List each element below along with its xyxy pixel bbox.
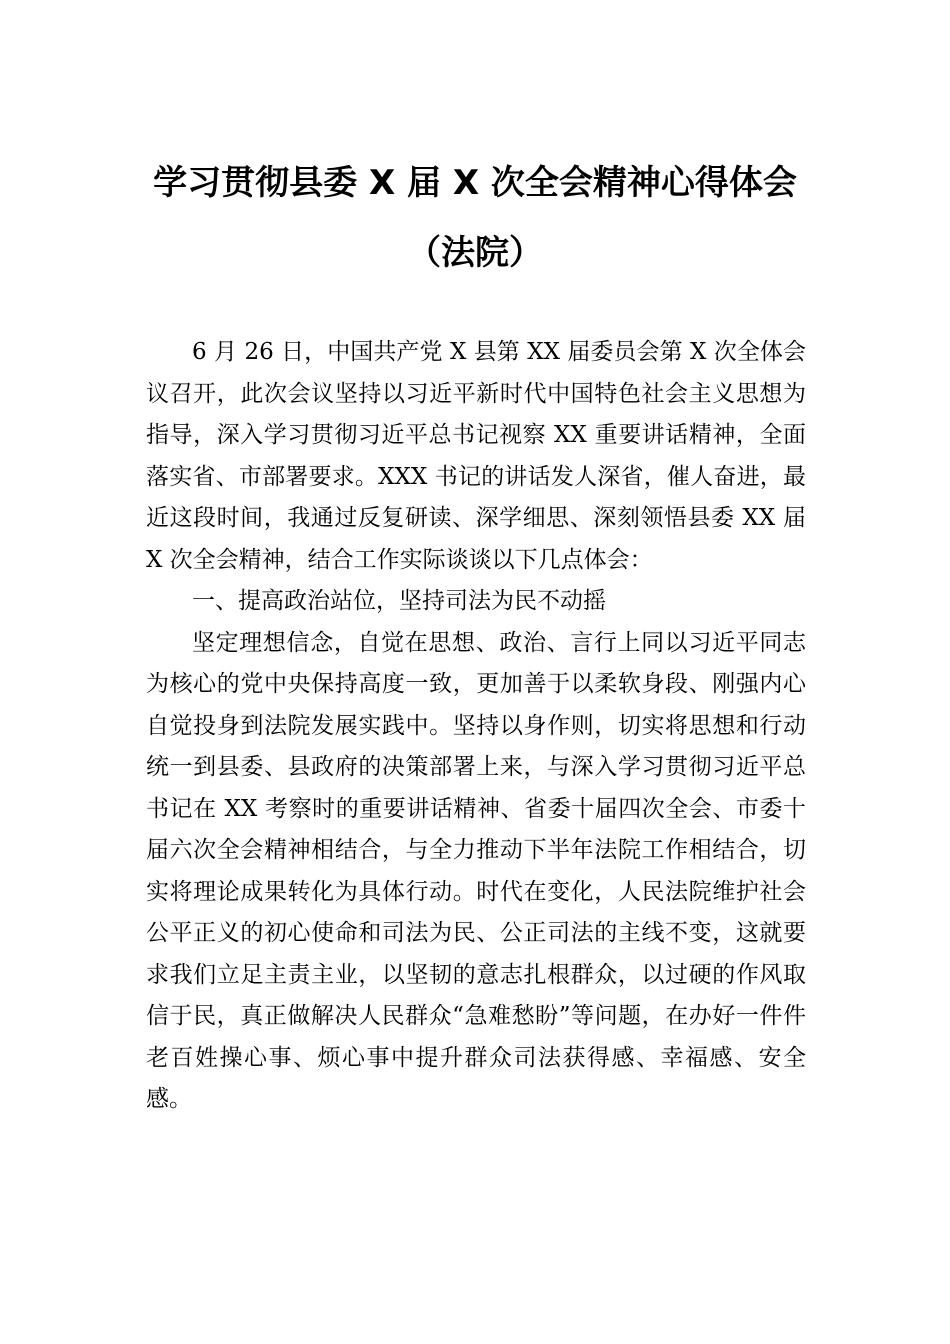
document-subtitle: （法院） bbox=[407, 233, 543, 273]
section-heading: 一、提高政治站位，坚持司法为民不动摇 bbox=[192, 588, 606, 614]
intro-paragraph: 6 月 26 日，中国共产党 X 县第 XX 届委员会第 X 次全体会议召开，此次会议坚持以习近平新时代中国特色社会主义思想为指导，深入学习贯彻习近平总书记视察 XX 重要讲话精神，全面落实省、市部署要求。XXX 书记的讲话发人深省，催人奋进，最近这段时间，我通过反复研读、深学细思、深刻领悟县委 XX 届 X 次全会精神，结合工作实际谈谈以下几点体会： bbox=[146, 339, 806, 573]
document-title: 学习贯彻县委 X 届 X 次全会精神心得体会 bbox=[153, 163, 797, 203]
document-body bbox=[146, 332, 806, 1121]
section-paragraph: 坚定理想信念，自觉在思想、政治、言行上同以习近平同志为核心的党中央保持高度一致，更加善于以柔软身段、刚强内心自觉投身到法院发展实践中。坚持以身作则，切实将思想和行动统一到县委、县政府的决策部署上来，与深入学习贯彻习近平总书记在 XX 考察时的重要讲话精神、省委十届四次全会、市委十届六次全会精神相结合，与全力推动下半年法院工作相结合，切实将理论成果转化为具体行动。时代在变化，人民法院维护社会公平正义的初心使命和司法为民、公正司法的主线不变，这就要求我们立足主责主业，以坚韧的意志扎根群众，以过硬的作风取信于民，真正做解决人民群众“急难愁盼”等问题，在办好一件件老百姓操心事、烦心事中提升群众司法获得感、幸福感、安全感。 bbox=[146, 629, 806, 1112]
